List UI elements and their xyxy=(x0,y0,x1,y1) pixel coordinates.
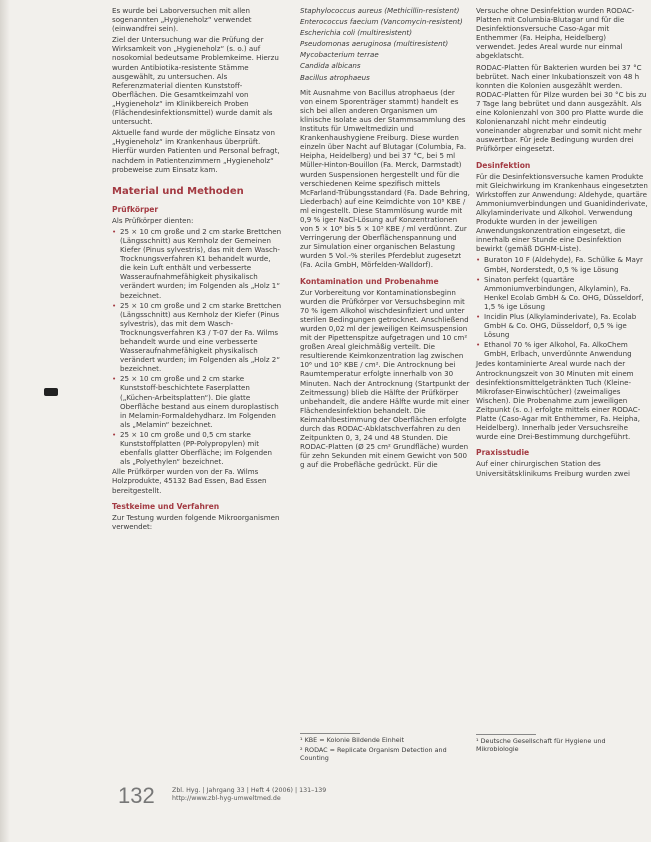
list-item: • 25 × 10 cm große und 2 cm starke Kunststoff-beschichtete Faserplatten („Küchen-Arbeitsplatten“). Die glatte Oberfläche bestand aus einem duroplastisch in Melamin-Formaldehydharz. Im Folgenden als „Melamin“ bezeichnet. xyxy=(112,374,282,429)
paragraph: Versuche ohne Desinfektion wurden RODAC-Platten mit Columbia-Blutagar und für die Desinfektionsversuche Caso-Agar mit Enthemmer (Fa. Heipha, Heidelberg) verwendet. Jedes Areal wurde nur einmal abgeklatscht. xyxy=(476,6,635,61)
column-right xyxy=(476,6,648,480)
column-left xyxy=(112,6,282,533)
organism-line: Mycobacterium terrae xyxy=(300,50,379,60)
scan-shadow xyxy=(0,0,10,842)
paragraph: Auf einer chirurgischen Station des Universitätsklinikums Freiburg wurden zwei xyxy=(476,459,630,478)
subheading-survey: Praxisstudie xyxy=(476,448,530,458)
footnote-rule xyxy=(300,733,360,734)
footnote: ¹ Deutsche Gesellschaft für Hygiene und Mikrobiologie xyxy=(476,737,606,753)
specimen-list xyxy=(112,227,282,466)
organism-line: Bacillus atrophaeus xyxy=(300,72,370,82)
organism-line: Candida albicans xyxy=(300,61,361,71)
column-middle xyxy=(300,6,470,472)
subheading-organisms: Testkeime und Verfahren xyxy=(112,501,220,511)
list-item: • Sinaton perfekt (quartäre Ammoniumverbindungen, Alkylamin), Fa. Henkel Ecolab GmbH & Co. OHG, Düsseldorf, 1,5 % ige Lösung xyxy=(476,275,648,311)
list-item: • 25 × 10 cm große und 0,5 cm starke Kunststoffplatten (PP-Polypropylen) mit ebenfalls glatter Oberfläche; im Folgenden als „Polyethylen“ bezeichnet. xyxy=(112,430,282,466)
footnote-rule xyxy=(476,734,536,735)
list-item: • 25 × 10 cm große und 2 cm starke Brettchen (Längsschnitt) aus Kernholz der Gemeinen Kiefer (Pinus sylvestris), das mit dem Wasch-Trocknungsverfahren K1 behandelt wurde, die kein Luft enthält und verbesserte Wasseraufnahmefähigkeit physikalisch verändert wurden; im Folgenden als „Holz 1“ bezeichnet. xyxy=(112,227,282,300)
paragraph: RODAC-Platten für Bakterien wurden bei 37 °C bebrütet. Nach einer Inkubationszeit von 48 h konnten die Kolonien ausgezählt werden. RODAC-Platten für Pilze wurden bei 30 °C bis zu 7 Tage lang bebrütet und dann ausgezählt. Als eine Kolonienzahl von 300 pro Platte wurde die Kolonienanzahl nicht mehr eindeutig voneinander abgrenzbar und somit nicht mehr auswertbar. Für jede Bedingung wurden drei Prüfkörper eingesetzt. xyxy=(476,62,647,154)
paragraph: Zur Vorbereitung vor Kontaminationsbeginn wurden die Prüfkörper vor Versuchsbeginn mit 70 % igem Alkohol wischdesinfiziert und unter sterilen Bedingungen getrocknet. Anschließend wurden 0,02 ml der jeweiligen Keimsuspension mit der Pipettenspitze aufgetragen und 10 cm² großen Areal gleichmäßig verteilt. Die resultierende Keimkonzentration lag zwischen 10⁶ und 10⁵ KBE / cm². Die Antrocknung bei Raumtemperatur erfolgte innerhalb von 30 Minuten. Nach der Antrocknung (Startpunkt der Zeitmessung) blieb die Hälfte der Prüfkörper unbehandelt, die andere Hälfte wurde mit einer Flächendesinfektion behandelt. Die Keimzahlbestimmung der Oberflächen erfolgte durch das RODAC-Abklatschverfahren zu den Zeitpunkten 0, 3, 24 und 48 Stunden. Die RODAC-Platten (Ø 25 cm² Grundfläche) wurden für zehn Sekunden mit einem Gewicht von 500 g auf die Probefläche gedrückt. Für die xyxy=(300,287,470,470)
paragraph: Als Prüfkörper dienten: xyxy=(112,215,194,225)
organism-line: Enterococcus faecium (Vancomycin-resistent) xyxy=(300,17,463,27)
scan-edge-mark xyxy=(44,388,58,396)
paragraph: Es wurde bei Laborversuchen mit allen sogenannten „Hygieneholz“ verwendet (einwandfrei sein). xyxy=(112,6,252,34)
subheading-disinfection: Desinfektion xyxy=(476,160,531,170)
product-list xyxy=(476,255,648,358)
page-number: 132 xyxy=(118,783,155,808)
footnote: ¹ KBE = Kolonie Bildende Einheit xyxy=(300,736,405,744)
subheading-contamination: Kontamination und Probenahme xyxy=(300,276,439,286)
organism-line: Pseudomonas aeruginosa (multiresistent) xyxy=(300,39,449,49)
list-item: • Incidin Plus (Alkylaminderivate), Fa. Ecolab GmbH & Co. OHG, Düsseldorf, 0,5 % ige Lösung xyxy=(476,312,648,339)
paragraph: Ziel der Untersuchung war die Prüfung der Wirksamkeit von „Hygieneholz“ (s. o.) auf nosokomial bedeutsame Problemkeime. Hierzu wurden Antibiotika-resistente Stämme ausgewählt, zu untersuchen. Als Referenzmaterial dienten Kunststoff-Oberflächen. Die Gesamtkeimzahl von „Hygieneholz“ im Klinikbereich Proben (Flächendesinfektionsmittel) wurde damit als untersucht. xyxy=(112,35,279,127)
list-item: • Ethanol 70 % iger Alkohol, Fa. AlkoChem GmbH, Erlbach, unverdünnte Anwendung xyxy=(476,340,648,358)
paragraph: Für die Desinfektionsversuche kamen Produkte mit Gleichwirkung im Krankenhaus eingesetzten Wirkstoffen zur Anwendung: Aldehyde, quartäre Ammoniumverbindungen und Guanidinderivate, Alkylaminderivate und Alkohol. Verwendung Produkte wurden in der jeweiligen Anwendungskonzentration eingesetzt, die innerhalb einer Stunde eine Desinfektion bewirkt (gemäß DGHM-Liste). xyxy=(476,171,648,254)
paragraph: Mit Ausnahme von Bacillus atrophaeus (der von einem Sporenträger stammt) handelt es sich bei allen anderen Organismen um klinische Isolate aus der Stammsammlung des Instituts für Umweltmedizin und Krankenhaushygiene Freiburg. Diese wurden einzeln über Nacht auf Blutagar (Columbia, Fa. Heipha, Heidelberg) und bei 37 °C, bei 5 ml Müller-Hinton-Bouillon (Fa. Merck, Darmstadt) wurden Suspensionen hergestellt und für die verschiedenen Keime spezifisch mittels McFarland-Trübungsstandard (Fa. Dade Behring, Liederbach) auf eine Keimdichte von 10⁸ KBE / ml eingestellt. Diese Stammlösung wurde mit 0,9 % iger NaCl-Lösung auf Konzentrationen von 5 × 10⁶ bis 5 × 10⁵ KBE / ml verdünnt. Zur Verringerung der Oberflächenspannung und zur Simulation einer organischen Belastung wurden 5 Vol.-% steriles Pferdeblut zugesetzt (Fa. Acila GmbH, Mörfelden-Walldorf). xyxy=(300,87,470,270)
section-heading-methods: Material und Methoden xyxy=(112,185,244,197)
paragraph: Jedes kontaminierte Areal wurde nach der Antrocknungszeit von 30 Minuten mit einem desinfektionsmittelgetränkten Tuch (Kleine-Mikrofaser-Einwischtücher) (zweimaliges Wischen). Die Probenahme zum jeweiligen Zeitpunkt (s. o.) erfolgte mittels einer RODAC-Platte (Caso-Agar mit Enthemmer, Fa. Heipha, Heidelberg). Innerhalb jeder Versuchsreihe wurde eine Drei-Bestimmung durchgeführt. xyxy=(476,359,641,442)
journal-citation xyxy=(172,787,372,803)
footnote: ² RODAC = Replicate Organism Detection and Counting xyxy=(300,746,447,762)
organism-line: Staphylococcus aureus (Methicillin-resistent) xyxy=(300,6,460,15)
paragraph: Alle Prüfkörper wurden von der Fa. Wilms Holzprodukte, 45132 Bad Essen, Bad Essen bereitgestellt. xyxy=(112,467,267,495)
footnotes-middle xyxy=(300,733,470,764)
journal-line: Zbl. Hyg. | Jahrgang 33 | Heft 4 (2006) | 131–139 xyxy=(172,787,327,794)
paragraph: Zur Testung wurden folgende Mikroorganismen verwendet: xyxy=(112,512,280,531)
list-item: • 25 × 10 cm große und 2 cm starke Brettchen (Längsschnitt) aus Kernholz der Kiefer (Pinus sylvestris), das mit dem Wasch-Trocknungsverfahren K3 / T-07 der Fa. Wilms behandelt wurde und eine verbesserte Wasseraufnahmefähigkeit physikalisch verändert wurden; im Folgenden als „Holz 2“ bezeichnet. xyxy=(112,301,282,374)
subheading-specimens: Prüfkörper xyxy=(112,204,159,214)
paragraph: Aktuelle fand wurde der mögliche Einsatz von „Hygieneholz“ im Krankenhaus überprüft. Hierfür wurden Patienten und Personal befragt, nachdem in Patientenzimmern „Hygieneholz“ probeweise zum Einsatz kam. xyxy=(112,128,280,174)
organism-line: Escherichia coli (multiresistent) xyxy=(300,28,412,38)
list-item: • Buraton 10 F (Aldehyde), Fa. Schülke & Mayr GmbH, Norderstedt, 0,5 % ige Lösung xyxy=(476,255,648,273)
footnotes-right xyxy=(476,734,648,755)
journal-url: http://www.zbl-hyg-umweltmed.de xyxy=(172,795,281,802)
